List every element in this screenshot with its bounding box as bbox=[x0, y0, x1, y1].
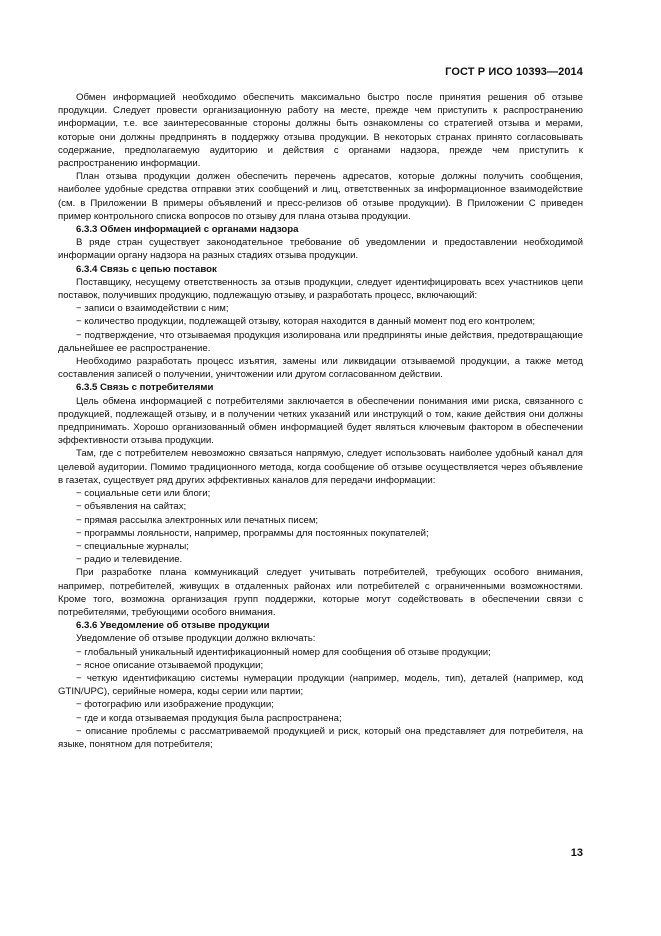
standard-id-header: ГОСТ Р ИСО 10393—2014 bbox=[445, 66, 583, 78]
section-heading-6-3-4: 6.3.4 Связь с цепью поставок bbox=[76, 263, 217, 275]
list-item: − глобальный уникальный идентификационный номер для сообщения об отзыве продукции; bbox=[76, 646, 491, 658]
list-item: − описание проблемы с рассматриваемой продукцией и риск, который она представляет для потребителя, на языке, понятном для потребителя; bbox=[58, 725, 583, 750]
paragraph: Обмен информацией необходимо обеспечить максимально быстро после принятия решения об отзыве продукции. Следует провести организационную работу на месте, прежде чем приступить к распространению информации, т.е. все заинтересованные стороны должны быть ознакомлены со стратегией отзыва и мерами, которые они должны предпринять в поддержку отзыва продукции. В некоторых странах принято согласовывать содержание, предполагаемую аудиторию и действия с органами надзора, прежде чем приступить к распространению информации. bbox=[58, 92, 583, 170]
list-item: − фотографию или изображение продукции; bbox=[76, 699, 274, 711]
page-number: 13 bbox=[570, 847, 583, 859]
list-item: − программы лояльности, например, программы для постоянных покупателей; bbox=[76, 527, 429, 539]
list-item: − прямая рассылка электронных или печатных писем; bbox=[76, 514, 319, 526]
paragraph: В ряде стран существует законодательное требование об уведомлении и предоставлении необходимой информации органу надзора на разных стадиях отзыва продукции. bbox=[58, 237, 583, 262]
list-item: − где и когда отзываемая продукция была распространена; bbox=[76, 712, 342, 724]
list-item: − ясное описание отзываемой продукции; bbox=[76, 659, 264, 671]
paragraph: Уведомление об отзыве продукции должно включать: bbox=[76, 633, 316, 645]
list-item: − специальные журналы; bbox=[76, 540, 189, 552]
paragraph: Поставщику, несущему ответственность за отзыв продукции, следует идентифицировать всех участников цепи поставок, получивших продукцию, подлежащую отзыву, и разработать процесс, включающий: bbox=[58, 276, 583, 302]
section-heading-6-3-5: 6.3.5 Связь с потребителями bbox=[76, 382, 214, 394]
list-item: − объявления на сайтах; bbox=[76, 501, 187, 513]
paragraph: При разработке плана коммуникаций следует учитывать потребителей, требующих особого внимания, например, потребителей, живущих в отдаленных районах или потребителей с ограниченными возможностями. Кроме того, возможна организация групп поддержки, которые могут содействовать в обеспечении связи с потребителями, требующими особого внимания. bbox=[58, 567, 583, 618]
paragraph: Там, где с потребителем невозможно связаться напрямую, следует использовать наиболее удобный канал для целевой аудитории. Помимо традиционного метода, когда сообщение об отзыве осуществляется через объявление в газетах, существует ряд других эффективных каналов для передачи информации: bbox=[58, 448, 583, 486]
list-item: − количество продукции, подлежащей отзыву, которая находится в данный момент под его контролем; bbox=[76, 316, 536, 328]
list-item: − подтверждение, что отзываемая продукция изолирована или предприняты иные действия, предотвращающие дальнейшее ее распространение. bbox=[58, 329, 583, 354]
paragraph: Цель обмена информацией с потребителями заключается в обеспечении понимания ими риска, связанного с продукцией, подлежащей отзыву, и в получении четких указаний или инструкций о том, какие действия они должны предпринимать. Хорошо организованный обмен информацией будет являться ключевым фактором в обеспечении эффективности отзыва продукции. bbox=[58, 395, 583, 447]
paragraph: Необходимо разработать процесс изъятия, замены или ликвидации отзываемой продукции, а также метод составления записей о получении, уничтожении или другом согласованном действии. bbox=[58, 356, 583, 381]
section-heading-6-3-6: 6.3.6 Уведомление об отзыве продукции bbox=[76, 620, 270, 632]
section-heading-6-3-3: 6.3.3 Обмен информацией с органами надзора bbox=[76, 224, 299, 236]
list-item: − радио и телевидение. bbox=[76, 554, 183, 566]
paragraph: План отзыва продукции должен обеспечить перечень адресатов, которые должны получить сообщения, наиболее удобные средства отправки этих сообщений и лиц, ответственных за информационное взаимодействие (см. в Приложении В примеры объявлений и пресс-релизов об отзыве продукции). В Приложении С приведен пример контрольного списка вопросов по отзыву для плана отзыва продукции. bbox=[58, 171, 583, 222]
list-item: − четкую идентификацию системы нумерации продукции (например, модель, тип), деталей (например, код GTIN/UPC), серийные номера, коды серии или партии; bbox=[58, 672, 583, 698]
document-body bbox=[58, 91, 583, 751]
list-item: − социальные сети или блоги; bbox=[76, 488, 211, 500]
list-item: − записи о взаимодействии с ним; bbox=[76, 303, 229, 315]
